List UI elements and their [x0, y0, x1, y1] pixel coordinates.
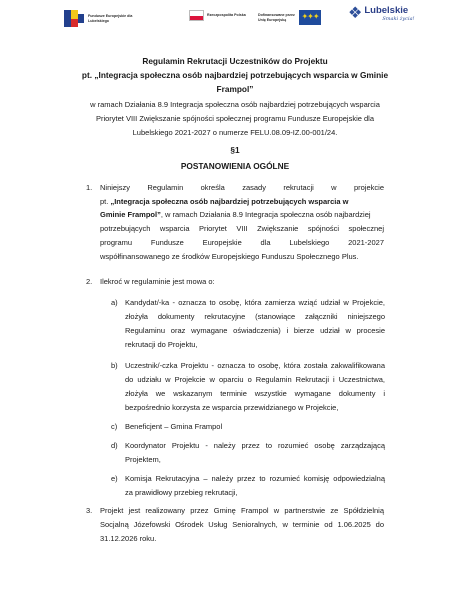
fe-logo-text: Fundusze Europejskie dla Lubelskiego — [88, 14, 133, 23]
item-2-line-1: Ilekroć w regulaminie jest mowa o: — [100, 277, 215, 286]
lubelskie-logo — [348, 6, 415, 22]
item-3-line-3: 31.12.2026 roku. — [100, 534, 157, 543]
item-3-line-2: Socjalną Józefowski Ośrodek Usług Senioralnych, w terminie od 1.06.2025 do — [100, 520, 384, 529]
project-name-line-1: pt. „Integracja społeczna osób najbardziej potrzebujących wsparcia w Gminie — [81, 70, 389, 80]
eu-flag-icon: ✦✦✦ — [299, 10, 321, 25]
item-1-line-2: pt. „Integracja społeczna osób najbardziej potrzebujących wsparcia w — [100, 197, 349, 206]
subitem-a-line-1: Kandydat/-ka - oznacza to osobę, która zamierza wziąć udział w Projekcie, — [125, 298, 385, 307]
rzeczpospolita-logo — [189, 10, 249, 21]
eu-logo-text: Dofinansowane przez Unię Europejską — [258, 13, 295, 22]
lubelskie-symbol-icon: ❖ — [348, 5, 363, 22]
subitem-b-line-1: Uczestnik/-czka Projektu - oznacza to osobę, która została zakwalifikowana — [125, 361, 385, 370]
section-number: §1 — [230, 145, 240, 155]
item-1-line-5: programu Fundusze Europejskie dla Lubelskiego 2021-2027 — [100, 238, 384, 247]
subitem-d-line-1: Koordynator Projektu - należy przez to rozumieć osobę zarządzającą — [125, 441, 385, 450]
fundusze-europejskie-icon — [64, 10, 84, 27]
eu-logo — [258, 10, 321, 25]
item-1-line-1: Niniejszy Regulamin określa zasady rekrutacji w projekcie — [100, 183, 384, 192]
lubelskie-name: Lubelskie — [364, 5, 409, 16]
item-1-line-6: współfinansowanego ze środków Europejskiego Funduszu Społecznego Plus. — [100, 252, 359, 261]
item-number-3: 3. — [86, 506, 93, 515]
subitem-a-label: a) — [111, 298, 118, 307]
subitem-d-line-2: Projektem, — [125, 455, 161, 464]
subitem-a-line-2: złożyła dokumenty rekrutacyjne (stanowiące załączniki niniejszego — [125, 312, 385, 321]
document-title: Regulamin Rekrutacji Uczestników do Projektu — [142, 56, 328, 66]
subitem-e-label: e) — [111, 474, 118, 483]
lubelskie-slogan: Smaki życia! — [382, 16, 415, 22]
polish-flag-icon — [189, 10, 204, 21]
subitem-b-line-2: do udziału w Projekcie w oparciu o Regulamin Rekrutacji i Uczestnictwa, — [125, 375, 385, 384]
fundusze-europejskie-logo — [64, 10, 136, 27]
intro-line-1: w ramach Działania 8.9 Integracja społeczna osób najbardziej potrzebujących wsparcia — [90, 100, 380, 109]
subitem-b-line-3: złożyła we wskazanym terminie wszystkie wymagane dokumenty i — [125, 389, 385, 398]
rp-logo-text: Rzeczpospolita Polska — [207, 13, 246, 18]
subitem-e-line-2: za prawidłowy przebieg rekrutacji, — [125, 488, 238, 497]
subitem-c-label: c) — [111, 422, 118, 431]
subitem-d-label: d) — [111, 441, 118, 450]
item-number-2: 2. — [86, 277, 93, 286]
subitem-a-line-3: Regulaminu oraz wymagane oświadczenia) i bierze udział w procesie — [125, 326, 385, 335]
intro-line-3: Lubelskiego 2021-2027 o numerze FELU.08.09-IZ.00-001/24. — [132, 128, 338, 137]
subitem-b-line-4: bezpośrednio korzysta ze wsparcia przewidzianego w Projekcie, — [125, 403, 339, 412]
item-1-line-3: Gminie Frampol”, w ramach Działania 8.9 Integracja społeczna osób najbardziej — [100, 210, 371, 219]
intro-line-2: Priorytet VIII Zwiększanie spójności społecznej programu Fundusze Europejskie dla — [95, 114, 375, 123]
item-1-line-4: potrzebujących wsparcia Priorytet VIII Zwiększanie spójności społecznej — [100, 224, 384, 233]
logo-strip — [0, 5, 470, 40]
item-number-1: 1. — [86, 183, 93, 192]
subitem-c-line-1: Beneficjent – Gmina Frampol — [125, 422, 223, 431]
subitem-b-label: b) — [111, 361, 118, 370]
subitem-e-line-1: Komisja Rekrutacyjna – należy przez to rozumieć komisję odpowiedzialną — [125, 474, 385, 483]
item-3-line-1: Projekt jest realizowany przez Gminę Frampol w partnerstwie ze Spółdzielnią — [100, 506, 384, 515]
subitem-a-line-4: rekrutacji do Projektu, — [125, 340, 198, 349]
project-name-line-2: Frampol” — [216, 84, 254, 94]
section-title: POSTANOWIENIA OGÓLNE — [180, 161, 290, 171]
